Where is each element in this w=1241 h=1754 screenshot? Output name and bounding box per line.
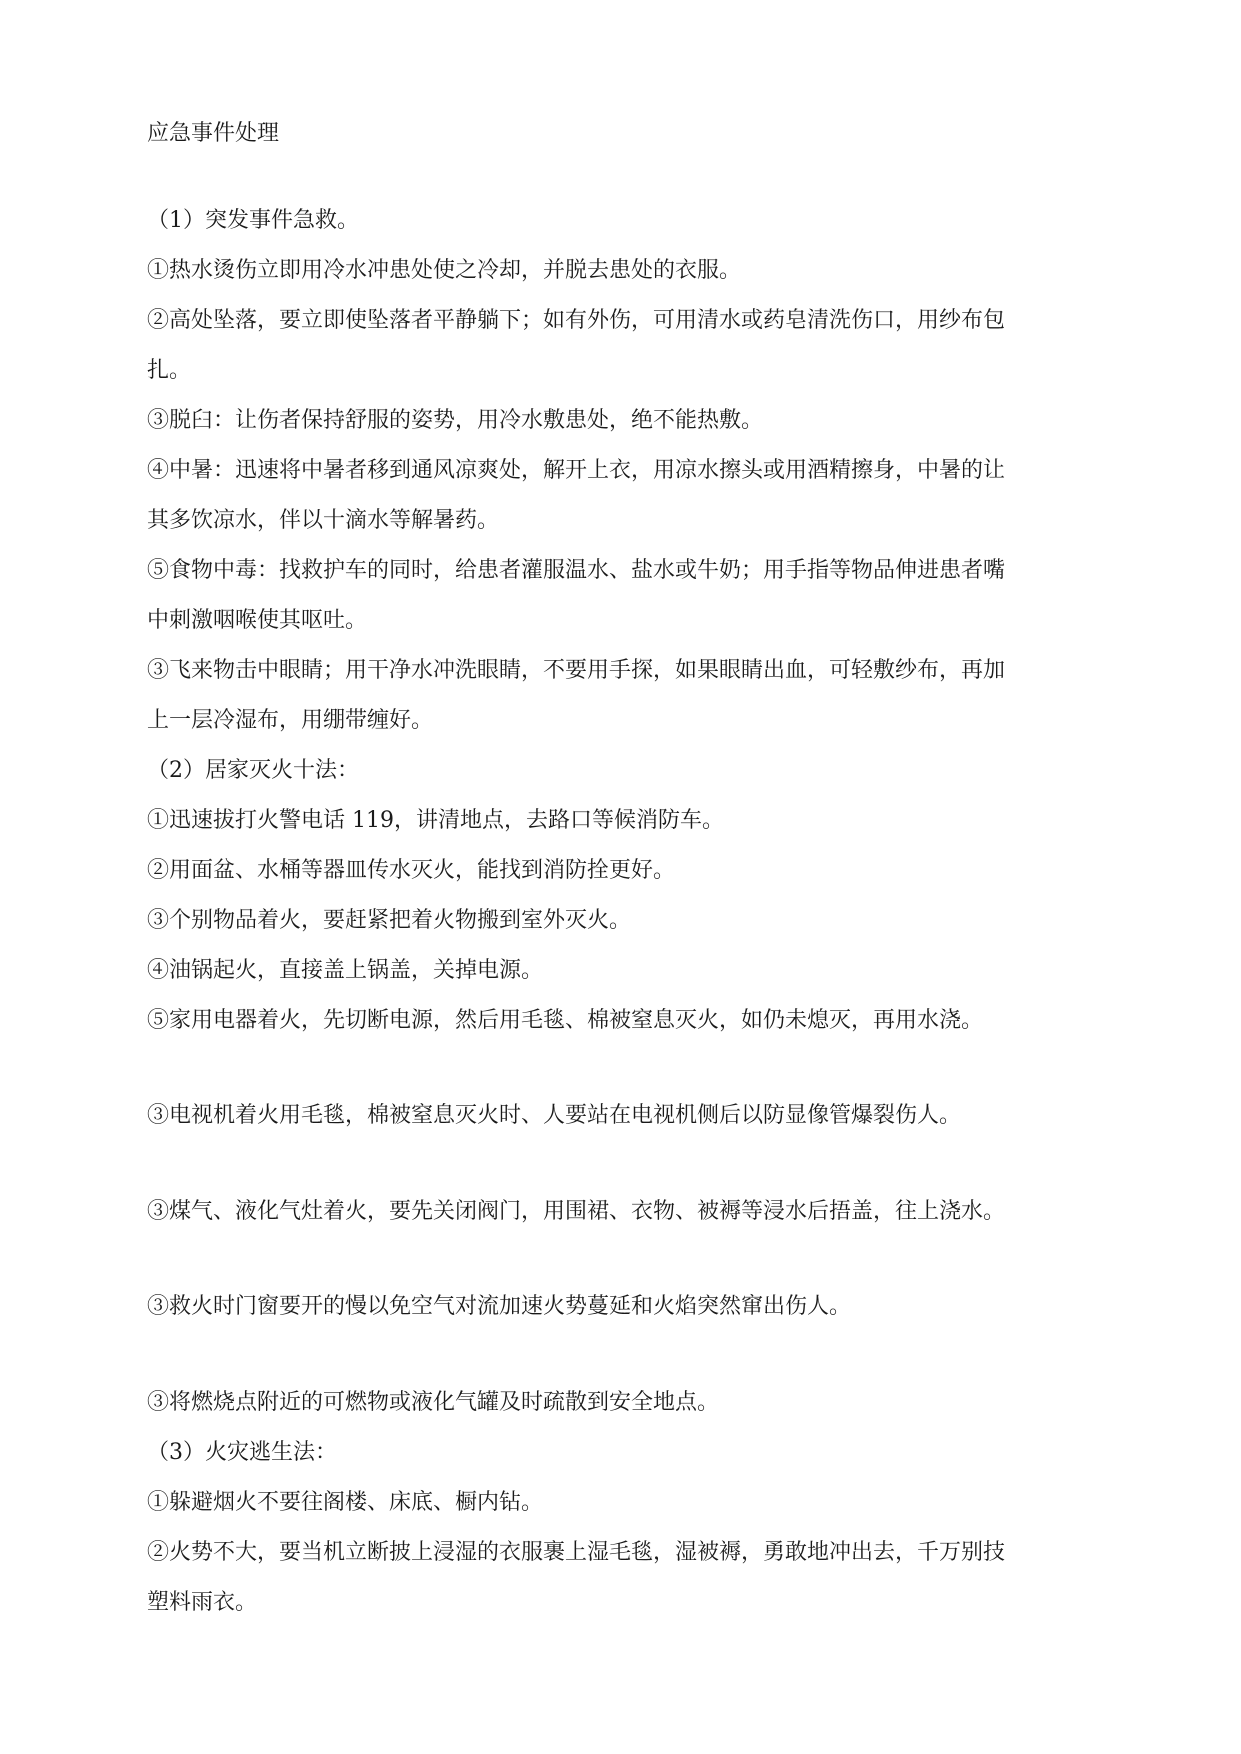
paragraph-line: ④中暑：迅速将中暑者移到通风凉爽处，解开上衣，用凉水擦头或用酒精擦身，中暑的让: [147, 458, 1006, 483]
paragraph-line: ③个别物品着火，要赶紧把着火物搬到室外灭火。: [147, 908, 632, 933]
paragraph-line: 中刺激咽喉使其呕吐。: [147, 608, 368, 633]
paragraph-line: 扎。: [147, 358, 192, 383]
paragraph-line: 塑料雨衣。: [147, 1590, 258, 1615]
paragraph-line: ④油锅起火，直接盖上锅盖，关掉电源。: [147, 958, 544, 983]
paragraph-line: ①迅速拔打火警电话 119，讲清地点，去路口等候消防车。: [147, 808, 724, 833]
paragraph-line: ⑤家用电器着火，先切断电源，然后用毛毯、棉被窒息灭火，如仍未熄灭，再用水浇。: [147, 1008, 984, 1033]
paragraph-line: ③煤气、液化气灶着火，要先关闭阀门，用围裙、衣物、被褥等浸水后捂盖，往上浇水。: [147, 1199, 1006, 1224]
section-heading-3: （3）火灾逃生法：: [147, 1440, 337, 1465]
paragraph-line: ⑤食物中毒：找救护车的同时，给患者灌服温水、盐水或牛奶；用手指等物品伸进患者嘴: [147, 558, 1006, 583]
section-heading-2: （2）居家灭火十法：: [147, 758, 359, 783]
paragraph-line: 上一层冷湿布，用绷带缠好。: [147, 708, 434, 733]
paragraph-line: ③电视机着火用毛毯，棉被窒息灭火时、人要站在电视机侧后以防显像管爆裂伤人。: [147, 1103, 962, 1128]
paragraph-line: ①热水烫伤立即用冷水冲患处使之冷却，并脱去患处的衣服。: [147, 258, 742, 283]
paragraph-line: ③救火时门窗要开的慢以免空气对流加速火势蔓延和火焰突然窜出伤人。: [147, 1294, 852, 1319]
paragraph-line: ③脱臼：让伤者保持舒服的姿势，用冷水敷患处，绝不能热敷。: [147, 408, 764, 433]
paragraph-line: ②火势不大，要当机立断披上浸湿的衣服裹上湿毛毯，湿被褥，勇敢地冲出去，千万别技: [147, 1540, 1006, 1565]
section-heading-1: （1）突发事件急救。: [147, 208, 359, 233]
document-title: 应急事件处理: [147, 121, 280, 146]
paragraph-line: ②高处坠落，要立即使坠落者平静躺下；如有外伤，可用清水或药皂清洗伤口，用纱布包: [147, 308, 1006, 333]
paragraph-line: ②用面盆、水桶等器皿传水灭火，能找到消防拴更好。: [147, 858, 676, 883]
paragraph-line: ③飞来物击中眼睛；用干净水冲洗眼睛，不要用手探，如果眼睛出血，可轻敷纱布，再加: [147, 658, 1006, 683]
paragraph-line: ①躲避烟火不要往阁楼、床底、橱内钻。: [147, 1490, 544, 1515]
paragraph-line: 其多饮凉水，伴以十滴水等解暑药。: [147, 508, 500, 533]
paragraph-line: ③将燃烧点附近的可燃物或液化气罐及时疏散到安全地点。: [147, 1390, 720, 1415]
